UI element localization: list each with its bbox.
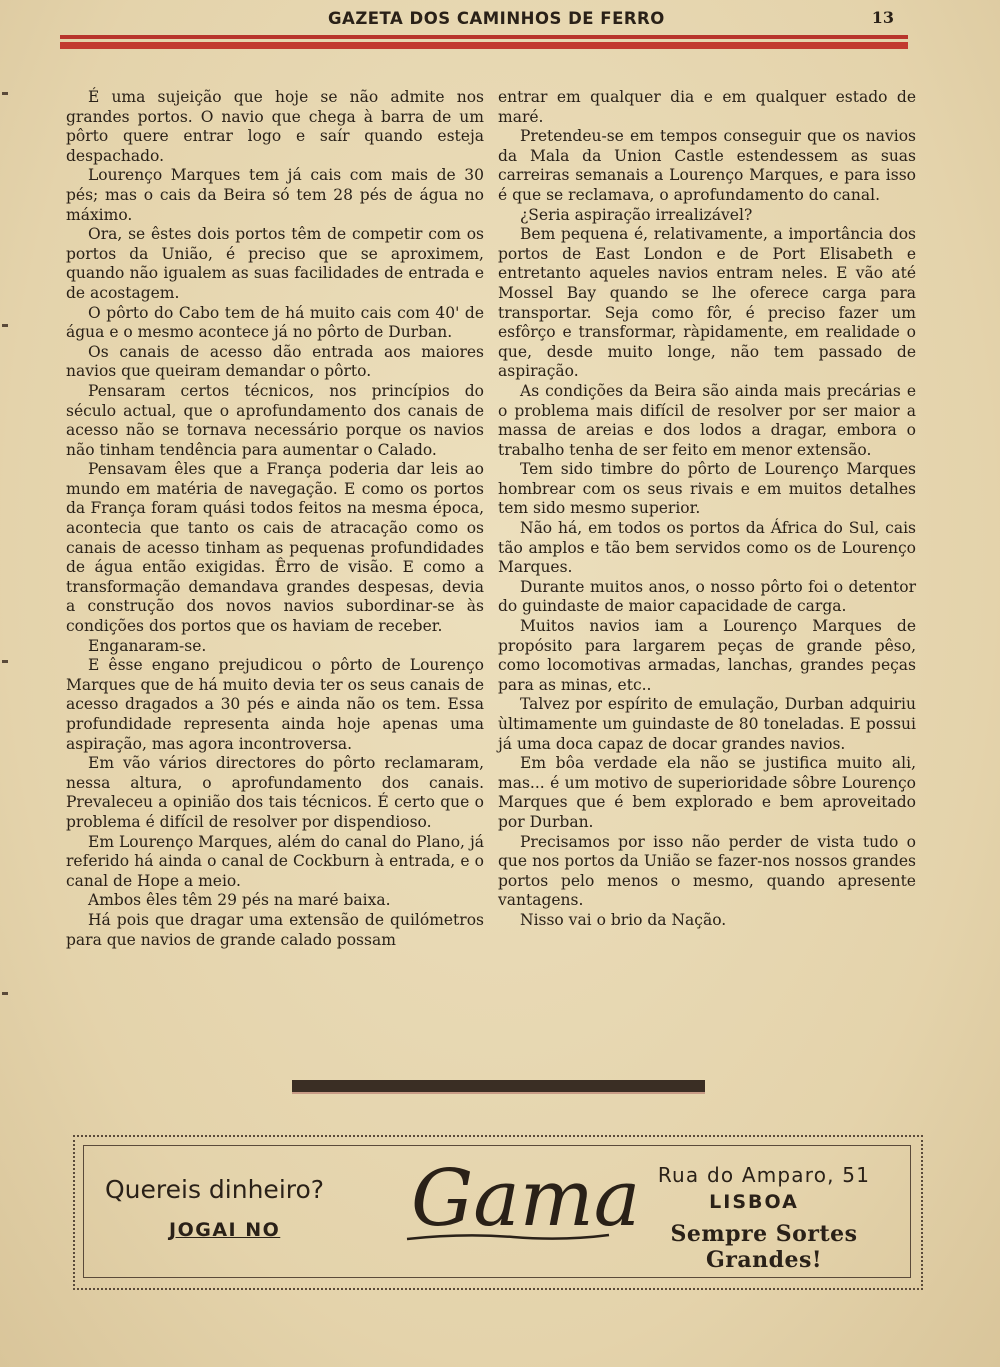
paragraph: Os canais de acesso dão entrada aos maiores navios que queiram demandar o pôrto. [66,342,484,381]
paragraph: Precisamos por isso não perder de vista tudo o que nos portos da União se fazer-nos nossos grandes portos pelo menos o mesmo, quando apresente vantagens. [498,832,916,910]
paragraph: Durante muitos anos, o nosso pôrto foi o detentor do guindaste de maior capacidade de carga. [498,577,916,616]
paragraph: Em bôa verdade ela não se justifica muito ali, mas... é um motivo de superioridade sôbre Lourenço Marques que é bem explorado e bem aproveitado por Durban. [498,754,916,831]
ad-call: JOGAI NO [169,1219,281,1241]
paragraph: Ora, se êstes dois portos têm de competir com os portos da União, é preciso que se aproximem, quando não igualem as suas facilidades de entrada e de acostagem. [66,225,484,302]
paragraph: Muitos navios iam a Lourenço Marques de propósito para largarem peças de grande pêso, como locomotivas armadas, lanchas, grandes peças para as minas, etc.. [498,617,916,694]
paragraph: E êsse engano prejudicou o pôrto de Lourenço Marques que de há muito devia ter os seus canais de acesso dragados a 30 pés e ainda não os tem. Essa profundidade representa ainda hoje apenas uma aspiração, mas agora incontroversa. [66,656,484,753]
paragraph: Lourenço Marques tem já cais com mais de 30 pés; mas o cais da Beira só tem 28 pés de água no máximo. [66,166,484,224]
ad-city: LISBOA [709,1191,799,1213]
paragraph: ¿Seria aspiração irrealizável? [520,205,753,224]
paragraph: Pensavam êles que a França poderia dar leis ao mundo em matéria de navegação. E como os portos da França foram quási todos feitos na mesma época, acontecia que tanto os cais de atracação como os canais de acesso tinham as pequenas profundidades de água então exigidas. Êrro de visão. E como a transformação demandava grandes despesas, devia a construção dos novos navios subordinar-se às condições dos portos que os haviam de receber. [66,460,484,636]
page-edge-marks [0,0,12,1367]
paragraph: É uma sujeição que hoje se não admite nos grandes portos. O navio que chega à barra de um pôrto quere entrar logo e saír quando esteja despachado. [66,88,484,165]
gama-logo [403,1154,641,1255]
article-left-column [66,88,484,950]
paragraph: Talvez por espírito de emulação, Durban adquiriu ùltimamente um guindaste de 80 toneladas. E possui já uma doca capaz de docar grandes navios. [498,695,916,753]
gama-logo-text: Gama [411,1154,641,1244]
paragraph: Em vão vários directores do pôrto reclamaram, nessa altura, o aprofundamento dos canais. Prevaleceu a opinião dos tais técnicos. É certo que o problema é difícil de resolver por dispendioso. [66,754,484,831]
advertisement-box [73,1135,923,1290]
paragraph: As condições da Beira são ainda mais precárias e o problema mais difícil de resolver por ser maior a massa de areias e dos lodos a dragar, embora o trabalho tenha de ser feito em menor extensão. [498,381,916,459]
paragraph: Nisso vai o brio da Nação. [520,910,727,929]
paragraph: O pôrto do Cabo tem de há muito cais com 40' de água e o mesmo acontece já no pôrto de Durban. [66,303,484,342]
page-number: 13 [871,8,894,27]
paragraph: Não há, em todos os portos da África do Sul, cais tão amplos e tão bem servidos como os de Lourenço Marques. [498,519,916,577]
paragraph: Pretendeu-se em tempos conseguir que os navios da Mala da Union Castle estendessem as suas carreiras semanais a Lourenço Marques, e para isso é que se reclamava, o aprofundamento do canal. [498,127,916,204]
ad-question: Quereis dinheiro? [105,1175,325,1204]
paragraph: Tem sido timbre do pôrto de Lourenço Marques hombrear com os seus rivais e em muitos detalhes tem sido mesmo superior. [498,460,916,518]
article-right-column [498,88,916,931]
paragraph: entrar em qualquer dia e em qualquer estado de maré. [498,88,916,126]
paragraph: Ambos êles têm 29 pés na maré baixa. [88,891,391,910]
header-rule-thick [60,42,908,49]
paragraph: Em Lourenço Marques, além do canal do Plano, já referido há ainda o canal de Cockburn à entrada, e o canal de Hope a meio. [66,832,484,890]
publication-title: GAZETA DOS CAMINHOS DE FERRO [328,9,665,28]
ad-address: Rua do Amparo, 51 [657,1163,871,1187]
paragraph: Há pois que dragar uma extensão de quilómetros para que navios de grande calado possam [66,910,484,949]
section-divider [292,1080,705,1094]
header-rule-thin [60,35,908,39]
page-header [60,6,908,32]
paragraph: Bem pequena é, relativamente, a importância dos portos de East London e de Port Elisabeth e entretanto aqueles navios entram neles. E vão até Mossel Bay quando se lhe oferece carga para transportar. Seja como fôr, é preciso fazer um esfôrço e transformar, ràpidamente, em realidade o que, desde muito longe, não tem passado de aspiração. [498,225,916,381]
paragraph: Enganaram-se. [88,636,207,655]
ad-slogan: Sempre Sortes Grandes! [670,1221,858,1273]
paragraph: Pensaram certos técnicos, nos princípios do século actual, que o aprofundamento dos canais de acesso não se tornava necessário porque os navios não tinham tendência para aumentar o Calado. [66,381,484,459]
